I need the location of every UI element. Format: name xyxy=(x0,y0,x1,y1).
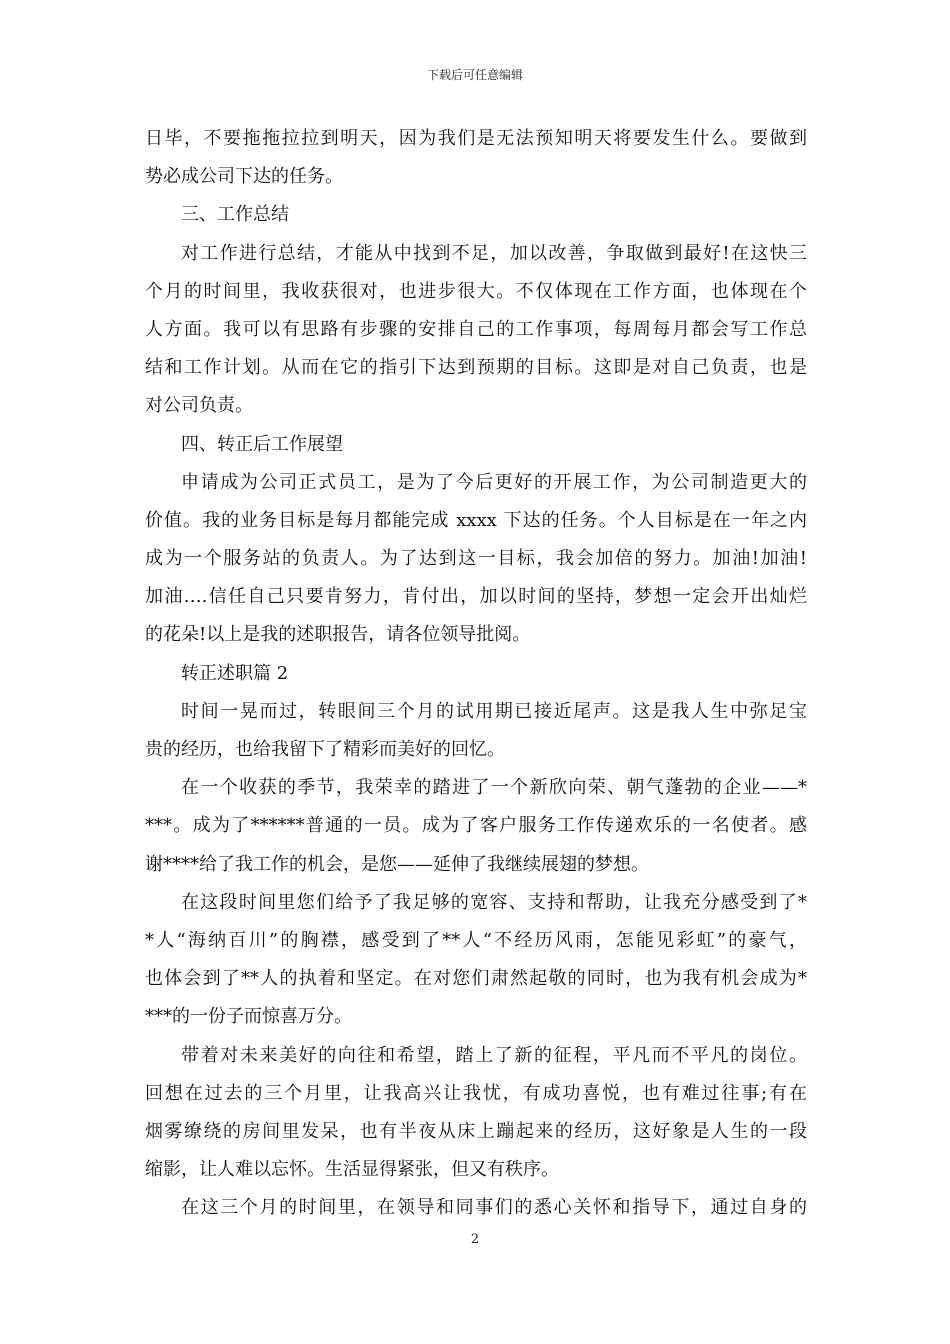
text-line: ***。成为了******普通的一员。成为了客户服务工作传递欢乐的一名使者。感 xyxy=(145,815,807,837)
text-line: 贵的经历，也给我留下了精彩而美好的回忆。 xyxy=(145,739,505,760)
text-line: 烟雾缭绕的房间里发呆，也有半夜从床上蹦起来的经历，这好象是人生的一段 xyxy=(145,1120,807,1142)
section-heading: 三、工作总结 xyxy=(181,204,289,226)
text-line: 势必成公司下达的任务。 xyxy=(145,166,343,188)
text-line: 在这三个月的时间里，在领导和同事们的悉心关怀和指导下，通过自身的 xyxy=(181,1197,807,1219)
text-line: 在一个收获的季节，我荣幸的踏进了一个新欣向荣、朝气蓬勃的企业——* xyxy=(181,777,807,799)
text-line: ***的一份子而惊喜万分。 xyxy=(145,1006,352,1028)
text-line: 也体会到了**人的执着和坚定。在对您们肃然起敬的同时，也为我有机会成为* xyxy=(145,968,807,990)
text-line: 回想在过去的三个月里，让我高兴让我忧，有成功喜悦，也有难过往事;有在 xyxy=(145,1082,807,1104)
text-line: 缩影，让人难以忘怀。生活显得紧张，但又有秩序。 xyxy=(145,1159,559,1181)
section-heading: 四、转正后工作展望 xyxy=(181,433,343,455)
text-line: 结和工作计划。从而在它的指引下达到预期的目标。这即是对自己负责，也是 xyxy=(145,357,807,379)
text-line: 个月的时间里，我收获很对，也进步很大。不仅体现在工作方面，也体现在个 xyxy=(145,280,807,302)
text-line: 带着对未来美好的向往和希望，踏上了新的征程，平凡而不平凡的岗位。 xyxy=(181,1044,807,1066)
text-line: 谢****给了我工作的机会，是您——延伸了我继续展翅的梦想。 xyxy=(145,853,649,875)
text-line: 的花朵!以上是我的述职报告，请各位领导批阅。 xyxy=(145,624,531,646)
text-line: 价值。我的业务目标是每月都能完成 xxxx 下达的任务。个人目标是在一年之内 xyxy=(145,509,807,531)
text-line: 对公司负责。 xyxy=(145,395,253,417)
text-line: 日毕，不要拖拖拉拉到明天，因为我们是无法预知明天将要发生什么。要做到 xyxy=(145,128,807,149)
text-line: 成为一个服务站的负责人。为了达到这一目标，我会加倍的努力。加油!加油! xyxy=(145,548,807,570)
text-line: 时间一晃而过，转眼间三个月的试用期已接近尾声。这是我人生中弥足宝 xyxy=(181,700,807,722)
text-line: 在这段时间里您们给予了我足够的宽容、支持和帮助，让我充分感受到了* xyxy=(181,891,807,913)
page-number: 2 xyxy=(470,1232,480,1247)
text-line: 人方面。我可以有思路有步骤的安排自己的工作事项，每周每月都会写工作总 xyxy=(145,318,807,340)
text-line: 对工作进行总结，才能从中找到不足，加以改善，争取做到最好!在这快三 xyxy=(181,242,807,264)
document-body xyxy=(145,120,807,1227)
text-line: 加油….信任自己只要肯努力，肯付出，加以时间的坚持，梦想一定会开出灿烂 xyxy=(145,586,807,608)
text-line: 申请成为公司正式员工，是为了今后更好的开展工作，为公司制造更大的 xyxy=(181,471,807,493)
section-heading: 转正述职篇 2 xyxy=(181,662,289,684)
page-header: 下载后可任意编辑 xyxy=(426,68,523,82)
text-line: *人“海纳百川”的胸襟，感受到了**人“不经历风雨，怎能见彩虹”的豪气， xyxy=(145,929,807,951)
